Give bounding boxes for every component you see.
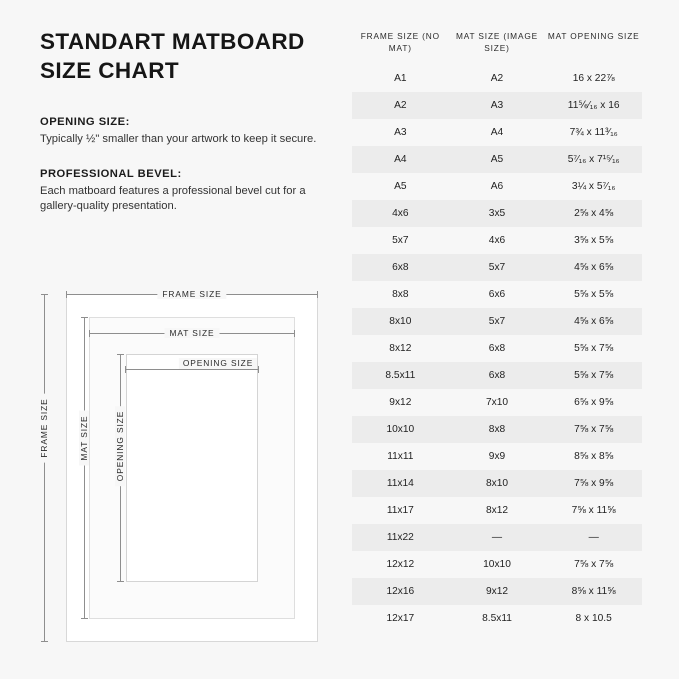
table-row (352, 470, 642, 497)
column-header-mat-opening-size: MAT OPENING SIZE (547, 31, 640, 41)
cell-mat-size: 5x7 (488, 315, 506, 327)
cell-mat-size: 8x8 (488, 423, 506, 435)
cell-mat-size: 4x6 (488, 234, 506, 246)
cell-mat-opening-size: 3¼ x 5⁷⁄₁₆ (571, 180, 616, 192)
cell-mat-opening-size: 5⅝ x 7⅝ (574, 369, 614, 381)
cell-frame-size: 12x12 (386, 558, 415, 570)
cell-frame-size: A4 (394, 153, 407, 165)
cell-mat-size: A5 (490, 153, 504, 165)
cell-mat-size: 6x8 (488, 369, 506, 381)
cell-mat-opening-size: 7⅝ x 7⅝ (574, 423, 614, 435)
table-row (352, 443, 642, 470)
cell-mat-opening-size: 2⅝ x 4⅝ (574, 207, 614, 219)
cell-mat-size: — (491, 531, 503, 543)
cell-mat-size: 5x7 (488, 261, 506, 273)
cell-mat-opening-size: 4⅝ x 6⅝ (574, 261, 614, 273)
frame-size-vertical-line (44, 294, 45, 642)
opening-size-top-label (179, 358, 257, 369)
cell-mat-size: 6x6 (488, 288, 506, 300)
table-row (352, 227, 642, 254)
cell-mat-size: 7x10 (485, 396, 509, 408)
table-row (352, 524, 642, 551)
cell-frame-size: 9x12 (389, 396, 412, 408)
cell-frame-size: 8x12 (389, 342, 412, 354)
cell-mat-opening-size: 11⅚⁄₁₆ x 16 (567, 99, 620, 111)
cell-frame-size: 5x7 (392, 234, 409, 246)
frame-size-top-label: FRAME SIZE (157, 289, 226, 299)
size-table (352, 30, 642, 632)
table-row (352, 146, 642, 173)
cell-frame-size: 10x10 (386, 423, 415, 435)
opening-size-left-label: OPENING SIZE (115, 406, 125, 486)
cell-frame-size: 6x8 (392, 261, 409, 273)
cell-mat-opening-size: 5⅝ x 7⅝ (574, 342, 614, 354)
cell-frame-size: 11x14 (386, 477, 414, 489)
cell-mat-size: 9x12 (485, 585, 509, 597)
table-header-row (352, 30, 642, 65)
cell-mat-opening-size: 5⁷⁄₁₆ x 7¹⁵⁄₁₆ (567, 153, 620, 165)
cell-frame-size: 11x22 (386, 531, 414, 543)
table-row (352, 119, 642, 146)
column-header-frame-size: FRAME SIZE (NO MAT) (360, 31, 440, 54)
cell-frame-size: 11x17 (386, 504, 414, 516)
opening-size-top-label-line1: OPENING SIZE (182, 358, 254, 368)
cell-mat-size: A2 (490, 72, 504, 84)
table-row (352, 65, 642, 92)
table-row (352, 578, 642, 605)
cell-mat-size: 10x10 (483, 558, 511, 570)
cell-mat-size: A4 (490, 126, 504, 138)
column-header-mat-size: MAT SIZE (IMAGE SIZE) (455, 31, 539, 54)
table-body (352, 65, 642, 632)
cell-mat-size: 8x12 (485, 504, 509, 516)
table-row (352, 281, 642, 308)
mat-size-vertical-line (84, 317, 85, 619)
cell-frame-size: A3 (394, 126, 407, 138)
cell-mat-size: 8x10 (485, 477, 509, 489)
cell-frame-size: 8.5x11 (385, 369, 416, 381)
table-row (352, 92, 642, 119)
cell-mat-opening-size: 3⅝ x 5⅝ (574, 234, 614, 246)
table-row (352, 389, 642, 416)
cell-mat-opening-size: 16 x 22⅞ (572, 72, 615, 84)
cell-mat-size: 6x8 (488, 342, 506, 354)
cell-frame-size: A2 (394, 99, 407, 111)
cell-mat-size: 8.5x11 (482, 612, 512, 624)
table-row (352, 200, 642, 227)
note-opening-size (40, 116, 340, 148)
cell-mat-opening-size: 5⅝ x 5⅝ (574, 288, 614, 300)
cell-mat-size: A6 (490, 180, 504, 192)
cell-mat-opening-size: 8⅝ x 11⅝ (571, 585, 616, 597)
cell-frame-size: A1 (394, 72, 407, 84)
mat-size-top-label: MAT SIZE (164, 328, 219, 338)
frame-size-left-label: FRAME SIZE (39, 393, 49, 462)
cell-frame-size: 11x11 (387, 450, 414, 462)
frame-diagram (28, 278, 340, 658)
frame-outline (66, 294, 318, 642)
cell-mat-opening-size: 6⅝ x 9⅝ (574, 396, 614, 408)
note-professional-bevel (40, 168, 340, 216)
table-row (352, 551, 642, 578)
cell-mat-opening-size: 7⅝ x 9⅝ (574, 477, 614, 489)
cell-frame-size: A5 (394, 180, 407, 192)
cell-frame-size: 12x16 (386, 585, 415, 597)
cell-frame-size: 8x10 (389, 315, 412, 327)
table-row (352, 362, 642, 389)
note-heading: OPENING SIZE: (40, 115, 130, 128)
cell-mat-opening-size: 7¾ x 11³⁄₁₆ (569, 126, 618, 138)
cell-mat-opening-size: 7⅝ x 7⅝ (574, 558, 614, 570)
cell-frame-size: 8x8 (392, 288, 409, 300)
info-column (40, 28, 340, 235)
cell-frame-size: 4x6 (392, 207, 409, 219)
cell-mat-opening-size: 8⅝ x 8⅝ (574, 450, 614, 462)
mat-opening (126, 354, 258, 582)
note-body: Typically ½" smaller than your artwork to keep it secure. (40, 132, 317, 145)
cell-mat-size: 3x5 (488, 207, 506, 219)
cell-mat-size: 9x9 (488, 450, 506, 462)
table-row (352, 335, 642, 362)
table-row (352, 173, 642, 200)
table-row (352, 416, 642, 443)
mat-size-left-label: MAT SIZE (79, 410, 89, 465)
note-heading: PROFESSIONAL BEVEL: (40, 167, 182, 180)
cell-frame-size: 12x17 (386, 612, 415, 624)
table-row (352, 605, 642, 632)
cell-mat-opening-size: 7⅝ x 11⅝ (571, 504, 616, 516)
cell-mat-opening-size: — (588, 531, 599, 543)
cell-mat-size: A3 (490, 99, 504, 111)
table-row (352, 497, 642, 524)
table-row (352, 254, 642, 281)
table-row (352, 308, 642, 335)
page-title: STANDART MATBOARD SIZE CHART (40, 29, 305, 83)
cell-mat-opening-size: 4⅝ x 6⅝ (574, 315, 614, 327)
cell-mat-opening-size: 8 x 10.5 (575, 612, 612, 624)
note-body: Each matboard features a professional bevel cut for a gallery-quality presentation. (40, 184, 306, 213)
